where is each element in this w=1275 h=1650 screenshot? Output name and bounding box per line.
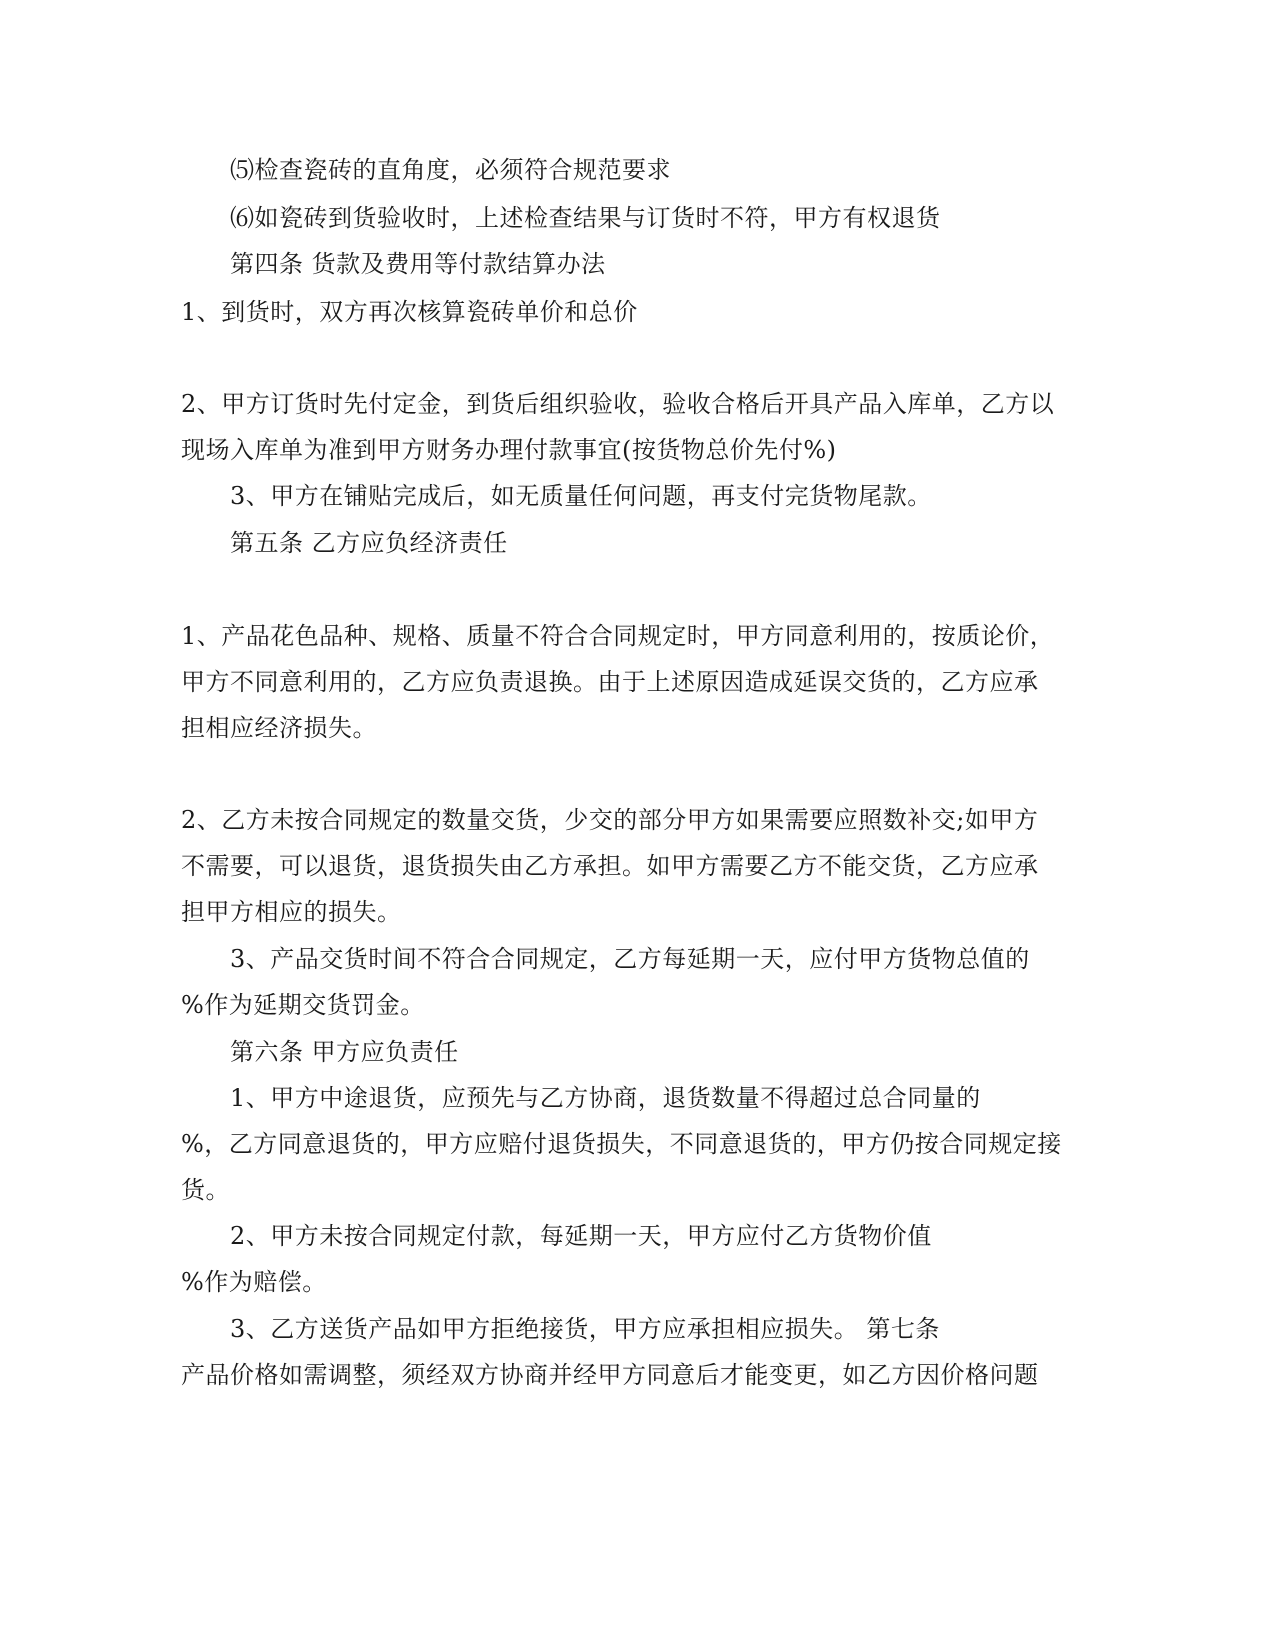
article-5-item-3-line-1: 3、产品交货时间不符合合同规定，乙方每延期一天，应付甲方货物总值的 — [230, 945, 1030, 973]
article-4-heading: 第四条 货款及费用等付款结算办法 — [230, 250, 606, 278]
article-4-item-3: 3、甲方在铺贴完成后，如无质量任何问题，再支付完货物尾款。 — [230, 482, 932, 510]
article-4-item-1: 1、到货时，双方再次核算瓷砖单价和总价 — [181, 298, 638, 326]
text-line-clause-6: ⑹如瓷砖到货验收时，上述检查结果与订货时不符，甲方有权退货 — [230, 204, 941, 232]
article-4-item-2-line-1: 2、甲方订货时先付定金，到货后组织验收，验收合格后开具产品入库单，乙方以 — [181, 390, 1055, 418]
article-6-item-3: 3、乙方送货产品如甲方拒绝接货，甲方应承担相应损失。 第七条 — [230, 1315, 940, 1343]
article-5-heading: 第五条 乙方应负经济责任 — [230, 529, 508, 557]
article-5-item-1-line-2: 甲方不同意利用的，乙方应负责退换。由于上述原因造成延误交货的，乙方应承 — [181, 668, 1039, 696]
article-6-item-1-line-2: %，乙方同意退货的，甲方应赔付退货损失，不同意退货的，甲方仍按合同规定接 — [181, 1130, 1062, 1158]
article-5-item-1-line-3: 担相应经济损失。 — [181, 714, 377, 742]
article-5-item-2-line-3: 担甲方相应的损失。 — [181, 898, 402, 926]
article-7-text-line-1: 产品价格如需调整，须经双方协商并经甲方同意后才能变更，如乙方因价格问题 — [181, 1361, 1039, 1389]
article-6-item-1-line-1: 1、甲方中途退货，应预先与乙方协商，退货数量不得超过总合同量的 — [230, 1084, 981, 1112]
article-6-item-2-line-1: 2、甲方未按合同规定付款，每延期一天，甲方应付乙方货物价值 — [230, 1222, 932, 1250]
article-6-item-2-line-2: %作为赔偿。 — [181, 1268, 327, 1296]
article-6-heading: 第六条 甲方应负责任 — [230, 1038, 459, 1066]
article-6-item-1-line-3: 货。 — [181, 1176, 230, 1204]
text-line-clause-5: ⑸检查瓷砖的直角度，必须符合规范要求 — [230, 156, 671, 184]
article-5-item-3-line-2: %作为延期交货罚金。 — [181, 991, 425, 1019]
article-4-item-2-line-2: 现场入库单为准到甲方财务办理付款事宜(按货物总价先付%) — [181, 436, 837, 464]
article-5-item-2-line-1: 2、乙方未按合同规定的数量交货，少交的部分甲方如果需要应照数补交;如甲方 — [181, 806, 1039, 834]
article-5-item-1-line-1: 1、产品花色品种、规格、质量不符合合同规定时，甲方同意利用的，按质论价， — [181, 622, 1055, 650]
article-5-item-2-line-2: 不需要，可以退货，退货损失由乙方承担。如甲方需要乙方不能交货，乙方应承 — [181, 852, 1039, 880]
